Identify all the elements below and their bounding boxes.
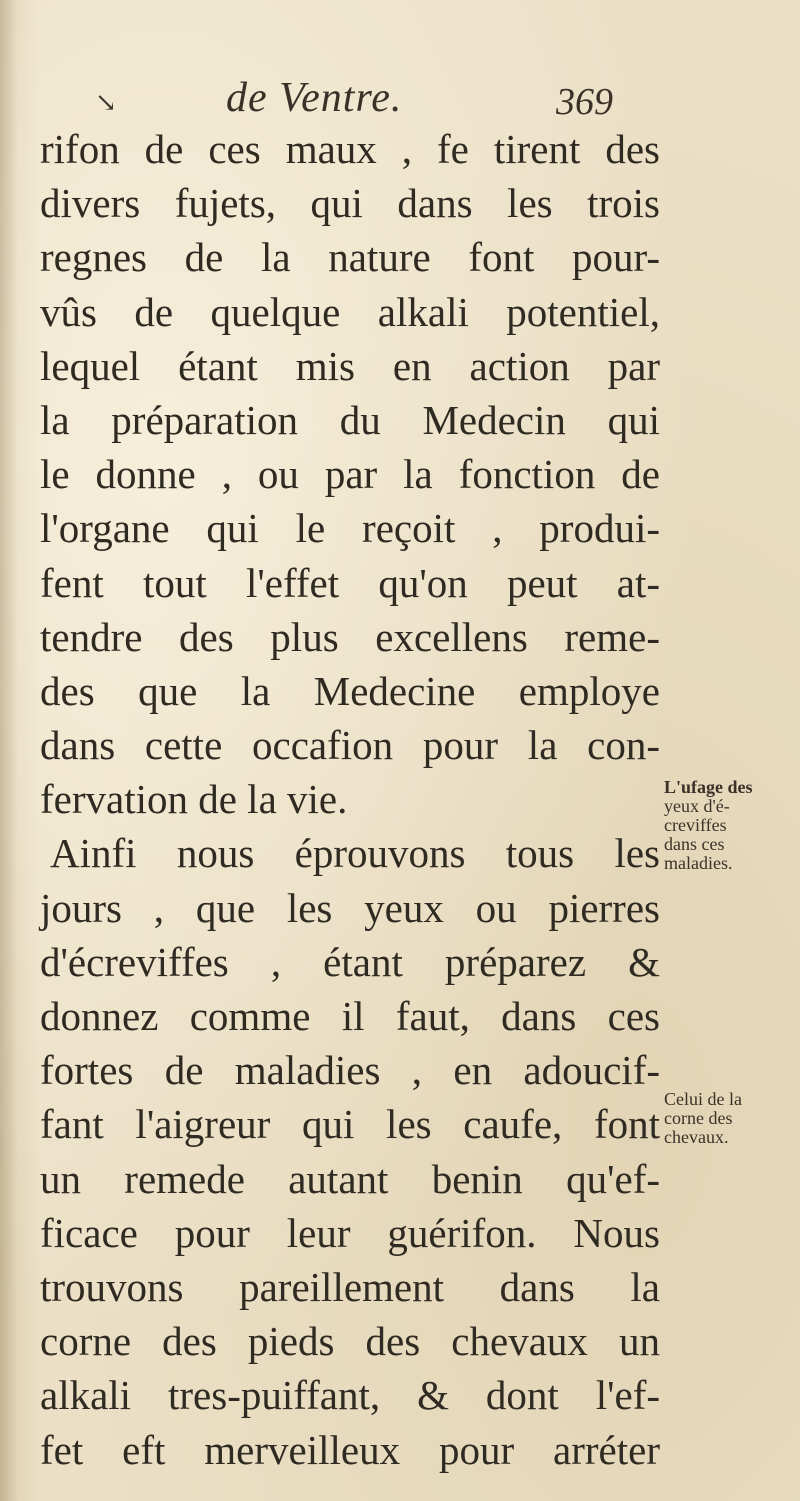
margin-note [664,1090,794,1147]
margin-note [664,778,794,873]
text-line: dans cette occafion pour la con- [40,722,660,769]
text-line: le donne , ou par la fonction de [40,451,660,498]
body-text [40,122,660,1477]
text-line: regnes de la nature font pour- [40,234,660,281]
gutter-shadow [0,0,18,1501]
margin-note-line: yeux d'é- [664,796,730,816]
text-line: fant l'aigreur qui les caufe, font [40,1101,660,1148]
text-line: vûs de quelque alkali potentiel, [40,288,660,335]
text-line: lequel étant mis en action par [40,342,660,389]
text-line: fet eft merveilleux pour arréter [40,1426,660,1473]
page-number: 369 [556,81,613,123]
text-line: un remede autant benin qu'ef- [40,1155,660,1202]
margin-note-line: creviffes [664,815,727,835]
margin-note-line: chevaux. [664,1127,729,1147]
text-line: corne des pieds des chevaux un [40,1318,660,1365]
text-line: donnez comme il faut, dans ces [40,993,660,1039]
text-line: jours , que les yeux ou pierres [40,884,660,931]
text-line: Ainfi nous éprouvons tous les [50,830,660,877]
margin-note-line: corne des [664,1108,733,1128]
text-line: divers fujets, qui dans les trois [40,180,660,227]
text-line: alkali tres-puiffant, & dont l'ef- [40,1372,660,1419]
text-line: d'écreviffes , étant préparez & [40,938,660,985]
margin-note-line: dans ces [664,834,725,854]
text-line: trouvons pareillement dans la [40,1263,660,1310]
text-line: rifon de ces maux , fe tirent des [40,126,660,172]
page-header [0,70,800,130]
running-head: de Ventre. [226,75,403,121]
text-line: l'organe qui le reçoit , produi- [40,505,660,552]
text-line: des que la Medecine employe [40,667,660,714]
text-line: ficace pour leur guérifon. Nous [40,1209,660,1256]
margin-note-line: maladies. [664,853,733,873]
text-line: fervation de la vie. [40,776,348,823]
text-line: tendre des plus excellens reme- [40,613,660,660]
margin-note-line: Celui de la [664,1089,742,1109]
margin-note-line: L'ufage des [664,777,753,797]
printer-mark: ↘ [95,88,117,118]
text-line: fent tout l'effet qu'on peut at- [40,559,660,606]
text-line: fortes de maladies , en adoucif- [40,1047,660,1094]
text-line: la préparation du Medecin qui [40,396,660,443]
